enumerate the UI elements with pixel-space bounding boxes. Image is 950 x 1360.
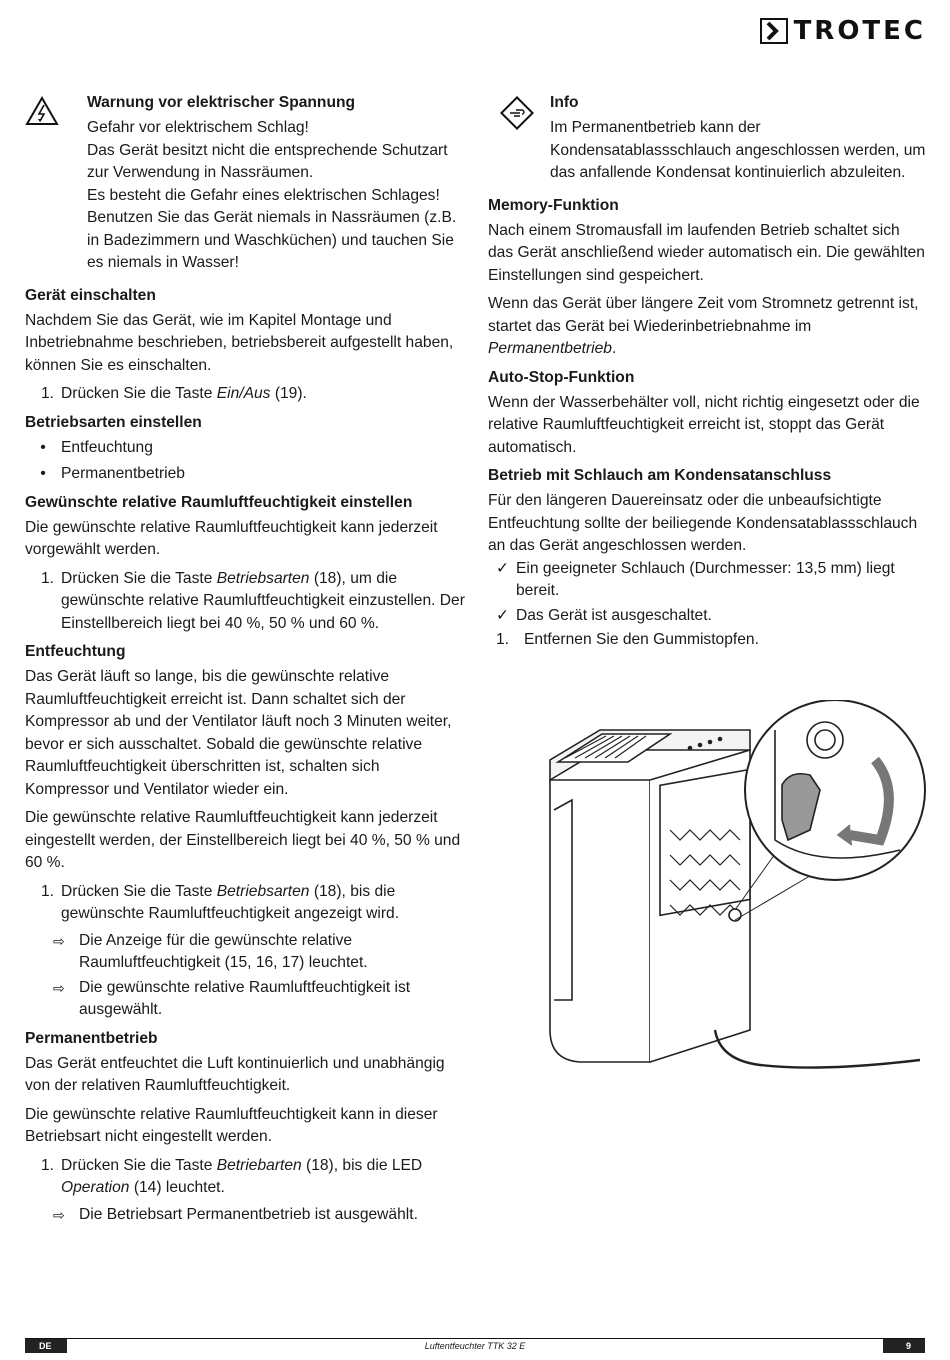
dehumidifier-illustration: [520, 700, 930, 1080]
section-heading-entfeuchtung: Entfeuchtung: [25, 643, 126, 660]
footer-title: Luftentfeuchter TTK 32 E: [424, 1341, 526, 1351]
paragraph: Nachdem Sie das Gerät, wie im Kapitel Montage und Inbetriebnahme beschrieben, betriebsbereit aufgestellt haben, können Sie es einschalten.: [25, 311, 454, 374]
paragraph: Wenn das Gerät über längere Zeit vom Stromnetz getrennt ist, startet das Gerät bei Wiederinbetriebnahme im Permanentbetrieb.: [488, 295, 919, 357]
footer-page-number: 9: [883, 1339, 925, 1353]
warning-body: [87, 92, 465, 275]
result-arrow-icon: ⇨: [53, 932, 65, 949]
section-heading-einschalten: Gerät einschalten: [25, 286, 156, 304]
bullet-icon: •: [40, 465, 46, 482]
info-text: Im Permanentbetrieb kann der Kondensatablassschlauch angeschlossen werden, um das anfallende Kondensat kontinuierlich abzuleiten.: [550, 119, 926, 181]
paragraph: Für den längeren Dauereinsatz oder die unbeaufsichtigte Entfeuchtung sollte der beiliegende Kondensatablassschlauch an das Gerät angeschlossen werden.: [488, 492, 918, 554]
warning-line: Gefahr vor elektrischem Schlag!: [87, 119, 309, 136]
result-text: Die Betriebsart Permanentbetrieb ist ausgewählt.: [79, 1205, 418, 1223]
step-item: [25, 1155, 465, 1200]
left-column: [25, 92, 465, 1228]
paragraph: Die gewünschte relative Raumluftfeuchtigkeit kann in dieser Betriebsart nicht eingestellt werden.: [25, 1105, 438, 1145]
bullet-text: Permanentbetrieb: [61, 465, 185, 482]
step-number: 1.: [41, 385, 55, 402]
section-heading-memory: Memory-Funktion: [488, 196, 619, 214]
step-number: 1.: [41, 1156, 55, 1174]
paragraph: Nach einem Stromausfall im laufenden Betrieb schaltet sich das Gerät anschließend wieder automatisch ein. Die gewählten Einstellungen sind gespeichert.: [488, 221, 925, 284]
result-item: [53, 930, 465, 975]
warning-line: Es besteht die Gefahr eines elektrischen Schlages! Benutzen Sie das Gerät niemals in Nassräumen (z.B. in Badezimmern und Waschküchen) und tauchen Sie es niemals in Wasser!: [87, 186, 457, 271]
section-heading-permanent: Permanentbetrieb: [25, 1029, 158, 1047]
result-arrow-icon: ⇨: [53, 1206, 65, 1223]
logo-chevron-icon: [760, 18, 788, 44]
bullet-text: Entfeuchtung: [61, 438, 153, 456]
step-text: Entfernen Sie den Gummistopfen.: [524, 631, 759, 648]
checkmark-icon: ✓: [496, 559, 510, 577]
section-heading-feuchte: Gewünschte relative Raumluftfeuchtigkeit einstellen: [25, 493, 413, 511]
section-heading-betriebsarten: Betriebsarten einstellen: [25, 413, 202, 431]
result-text: Die gewünschte relative Raumluftfeuchtigkeit ist ausgewählt.: [79, 978, 411, 1018]
check-item: [496, 558, 928, 603]
bullet-item: [25, 463, 465, 486]
info-title: Info: [550, 94, 579, 111]
step-number: 1.: [41, 569, 55, 587]
step-number: 1.: [41, 882, 55, 900]
step-text: Drücken Sie die Taste Betriebarten (18), bis die LED Operation (14) leuchtet.: [61, 1156, 423, 1196]
paragraph: Die gewünschte relative Raumluftfeuchtigkeit kann jederzeit eingestellt werden, der Einstellbereich liegt bei 40 %, 50 % und 60 %.: [25, 809, 461, 871]
logo-text: TROTEC: [793, 16, 926, 46]
warning-line: Das Gerät besitzt nicht die entsprechende Schutzart zur Verwendung in Nassräumen.: [87, 141, 448, 181]
result-item: [53, 1204, 465, 1227]
paragraph: Das Gerät entfeuchtet die Luft kontinuierlich und unabhängig von der relativen Raumluftfeuchtigkeit.: [25, 1054, 445, 1094]
warning-notice: [25, 92, 465, 275]
info-body: [550, 92, 928, 185]
info-notice: [500, 92, 928, 185]
check-text: Das Gerät ist ausgeschaltet.: [516, 606, 712, 624]
step-text: Drücken Sie die Taste Betriebsarten (18), um die gewünschte relative Raumluftfeuchtigkeit einzustellen. Der Einstellbereich liegt bei 40 %, 50 % und 60 %.: [61, 569, 465, 632]
page-footer: [25, 1338, 925, 1353]
electric-warning-icon: [25, 92, 87, 275]
result-item: [53, 977, 465, 1022]
info-hand-icon: [500, 92, 550, 185]
section-heading-schlauch: Betrieb mit Schlauch am Kondensatanschluss: [488, 467, 832, 484]
checkmark-icon: ✓: [496, 606, 510, 624]
warning-title: Warnung vor elektrischer Spannung: [87, 94, 356, 111]
step-item: [25, 568, 465, 636]
step-text: Drücken Sie die Taste Ein/Aus (19).: [61, 385, 307, 402]
section-heading-autostop: Auto-Stop-Funktion: [488, 368, 635, 386]
trotec-logo: [760, 18, 926, 44]
right-column: [488, 92, 928, 656]
check-text: Ein geeigneter Schlauch (Durchmesser: 13,5 mm) liegt bereit.: [516, 559, 895, 599]
step-text: Drücken Sie die Taste Betriebsarten (18), bis die gewünschte Raumluftfeuchtigkeit angezeigt wird.: [61, 882, 400, 922]
check-item: [496, 605, 928, 628]
result-arrow-icon: ⇨: [53, 979, 65, 996]
step-item: [496, 629, 928, 652]
paragraph: Das Gerät läuft so lange, bis die gewünschte relative Raumluftfeuchtigkeit erreicht ist. Dann schaltet sich der Kompressor ab und der Ventilator läuft noch 3 Minuten weiter, bevor er sich ausschaltet. Sobald die gewünschte relative Raumluftfeuchtigkeit überschritten ist, schalten sich Kompressor und Ventilator wieder ein.: [25, 668, 452, 798]
step-item: [25, 881, 465, 926]
paragraph: Wenn der Wasserbehälter voll, nicht richtig eingesetzt oder die relative Raumluftfeuchtigkeit erreicht ist, stoppt das Gerät automatisch.: [488, 393, 920, 456]
result-text: Die Anzeige für die gewünschte relative Raumluftfeuchtigkeit (15, 16, 17) leuchtet.: [79, 931, 368, 971]
step-number: 1.: [496, 631, 510, 648]
step-item: [25, 383, 465, 406]
paragraph: Die gewünschte relative Raumluftfeuchtigkeit kann jederzeit vorgewählt werden.: [25, 518, 438, 558]
bullet-icon: •: [40, 438, 46, 456]
footer-language: DE: [25, 1339, 67, 1353]
bullet-item: [25, 437, 465, 460]
